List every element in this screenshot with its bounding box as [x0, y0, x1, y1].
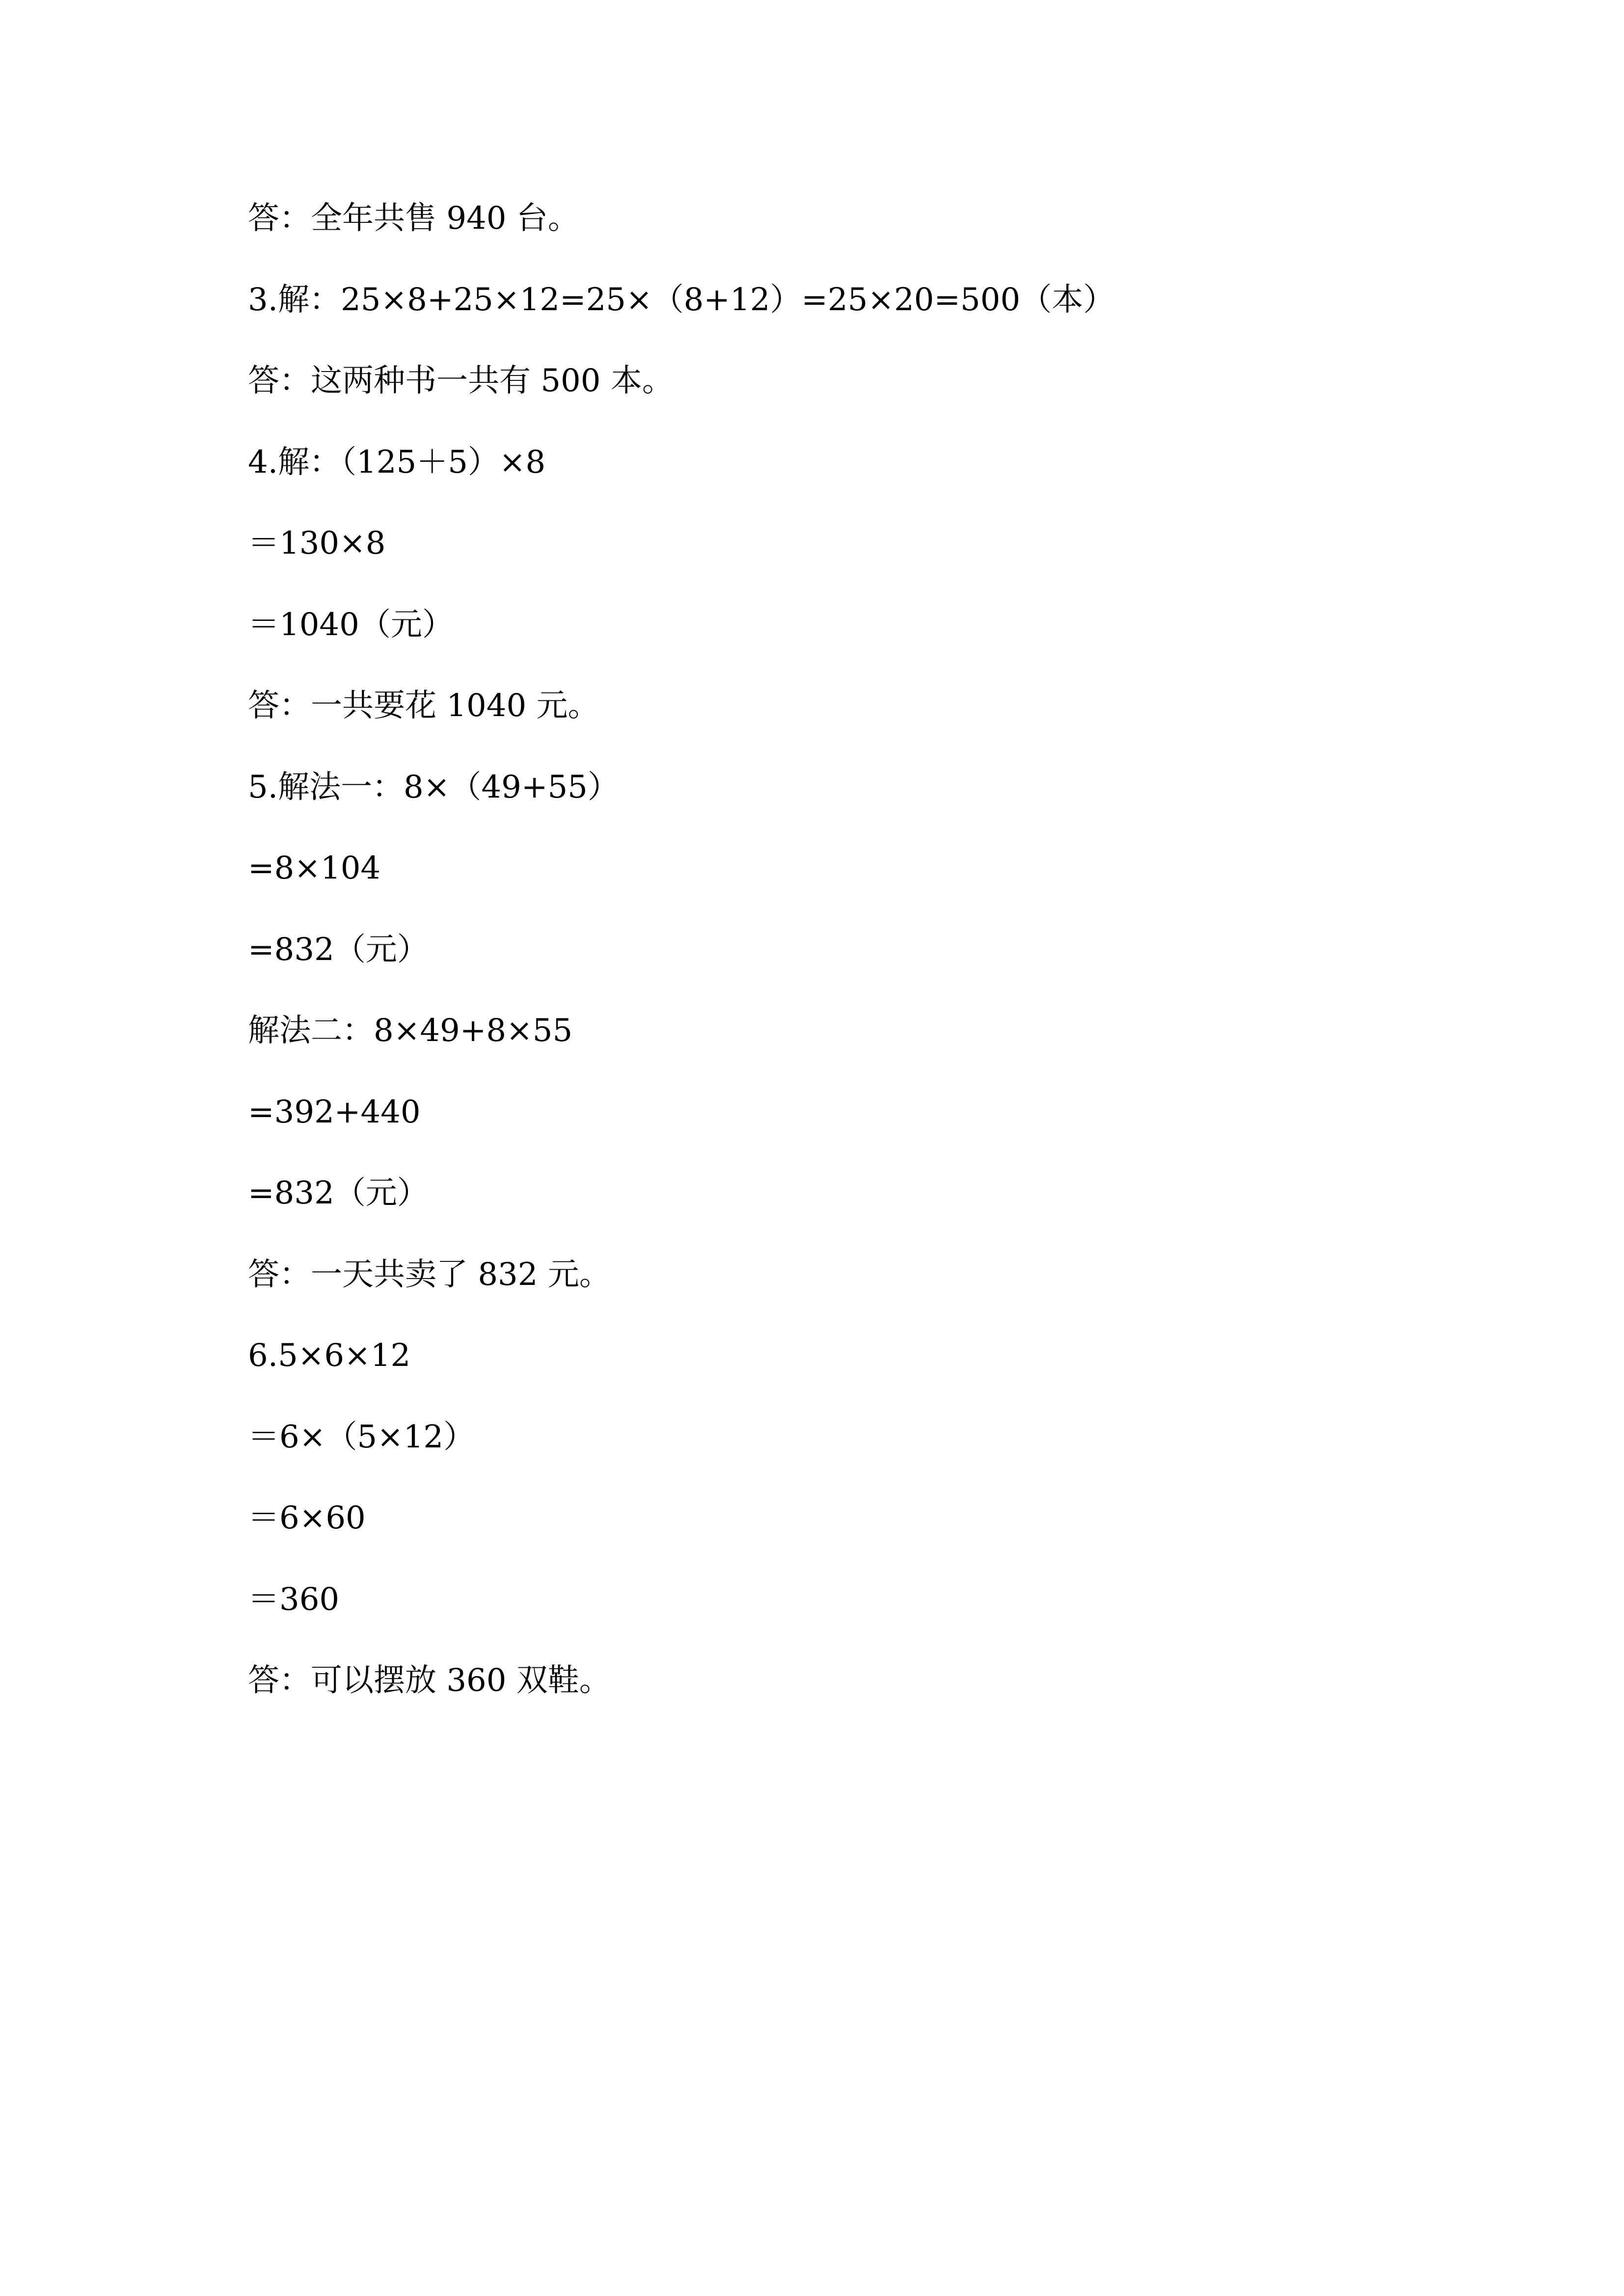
text-line: =392+440 [248, 1094, 421, 1130]
text-line: 答：这两种书一共有 500 本。 [248, 363, 674, 399]
text-line: ＝130×8 [248, 525, 386, 561]
text-line: =8×104 [248, 850, 381, 886]
text-line: 答：一共要花 1040 元。 [248, 688, 599, 724]
text-line: ＝1040（元） [248, 606, 454, 643]
text-line: 3.解：25×8+25×12=25×（8+12）=25×20=500（本） [248, 281, 1115, 318]
text-line: 答：一天共卖了 832 元。 [248, 1256, 611, 1293]
text-line: =832（元） [248, 931, 429, 968]
answer-text-block [248, 194, 1377, 1737]
text-line: ＝360 [248, 1581, 340, 1618]
text-line: 4.解：（125＋5）×8 [248, 444, 546, 481]
text-line: 5.解法一：8×（49+55） [248, 769, 619, 805]
text-line: ＝6×（5×12） [248, 1418, 475, 1455]
text-line: 6.5×6×12 [248, 1337, 411, 1374]
text-line: 答：全年共售 940 台。 [248, 200, 579, 237]
text-line: ＝6×60 [248, 1500, 366, 1536]
text-line: 解法二：8×49+8×55 [248, 1013, 573, 1049]
text-line: 答：可以摆放 360 双鞋。 [248, 1662, 611, 1699]
text-line: =832（元） [248, 1175, 429, 1211]
